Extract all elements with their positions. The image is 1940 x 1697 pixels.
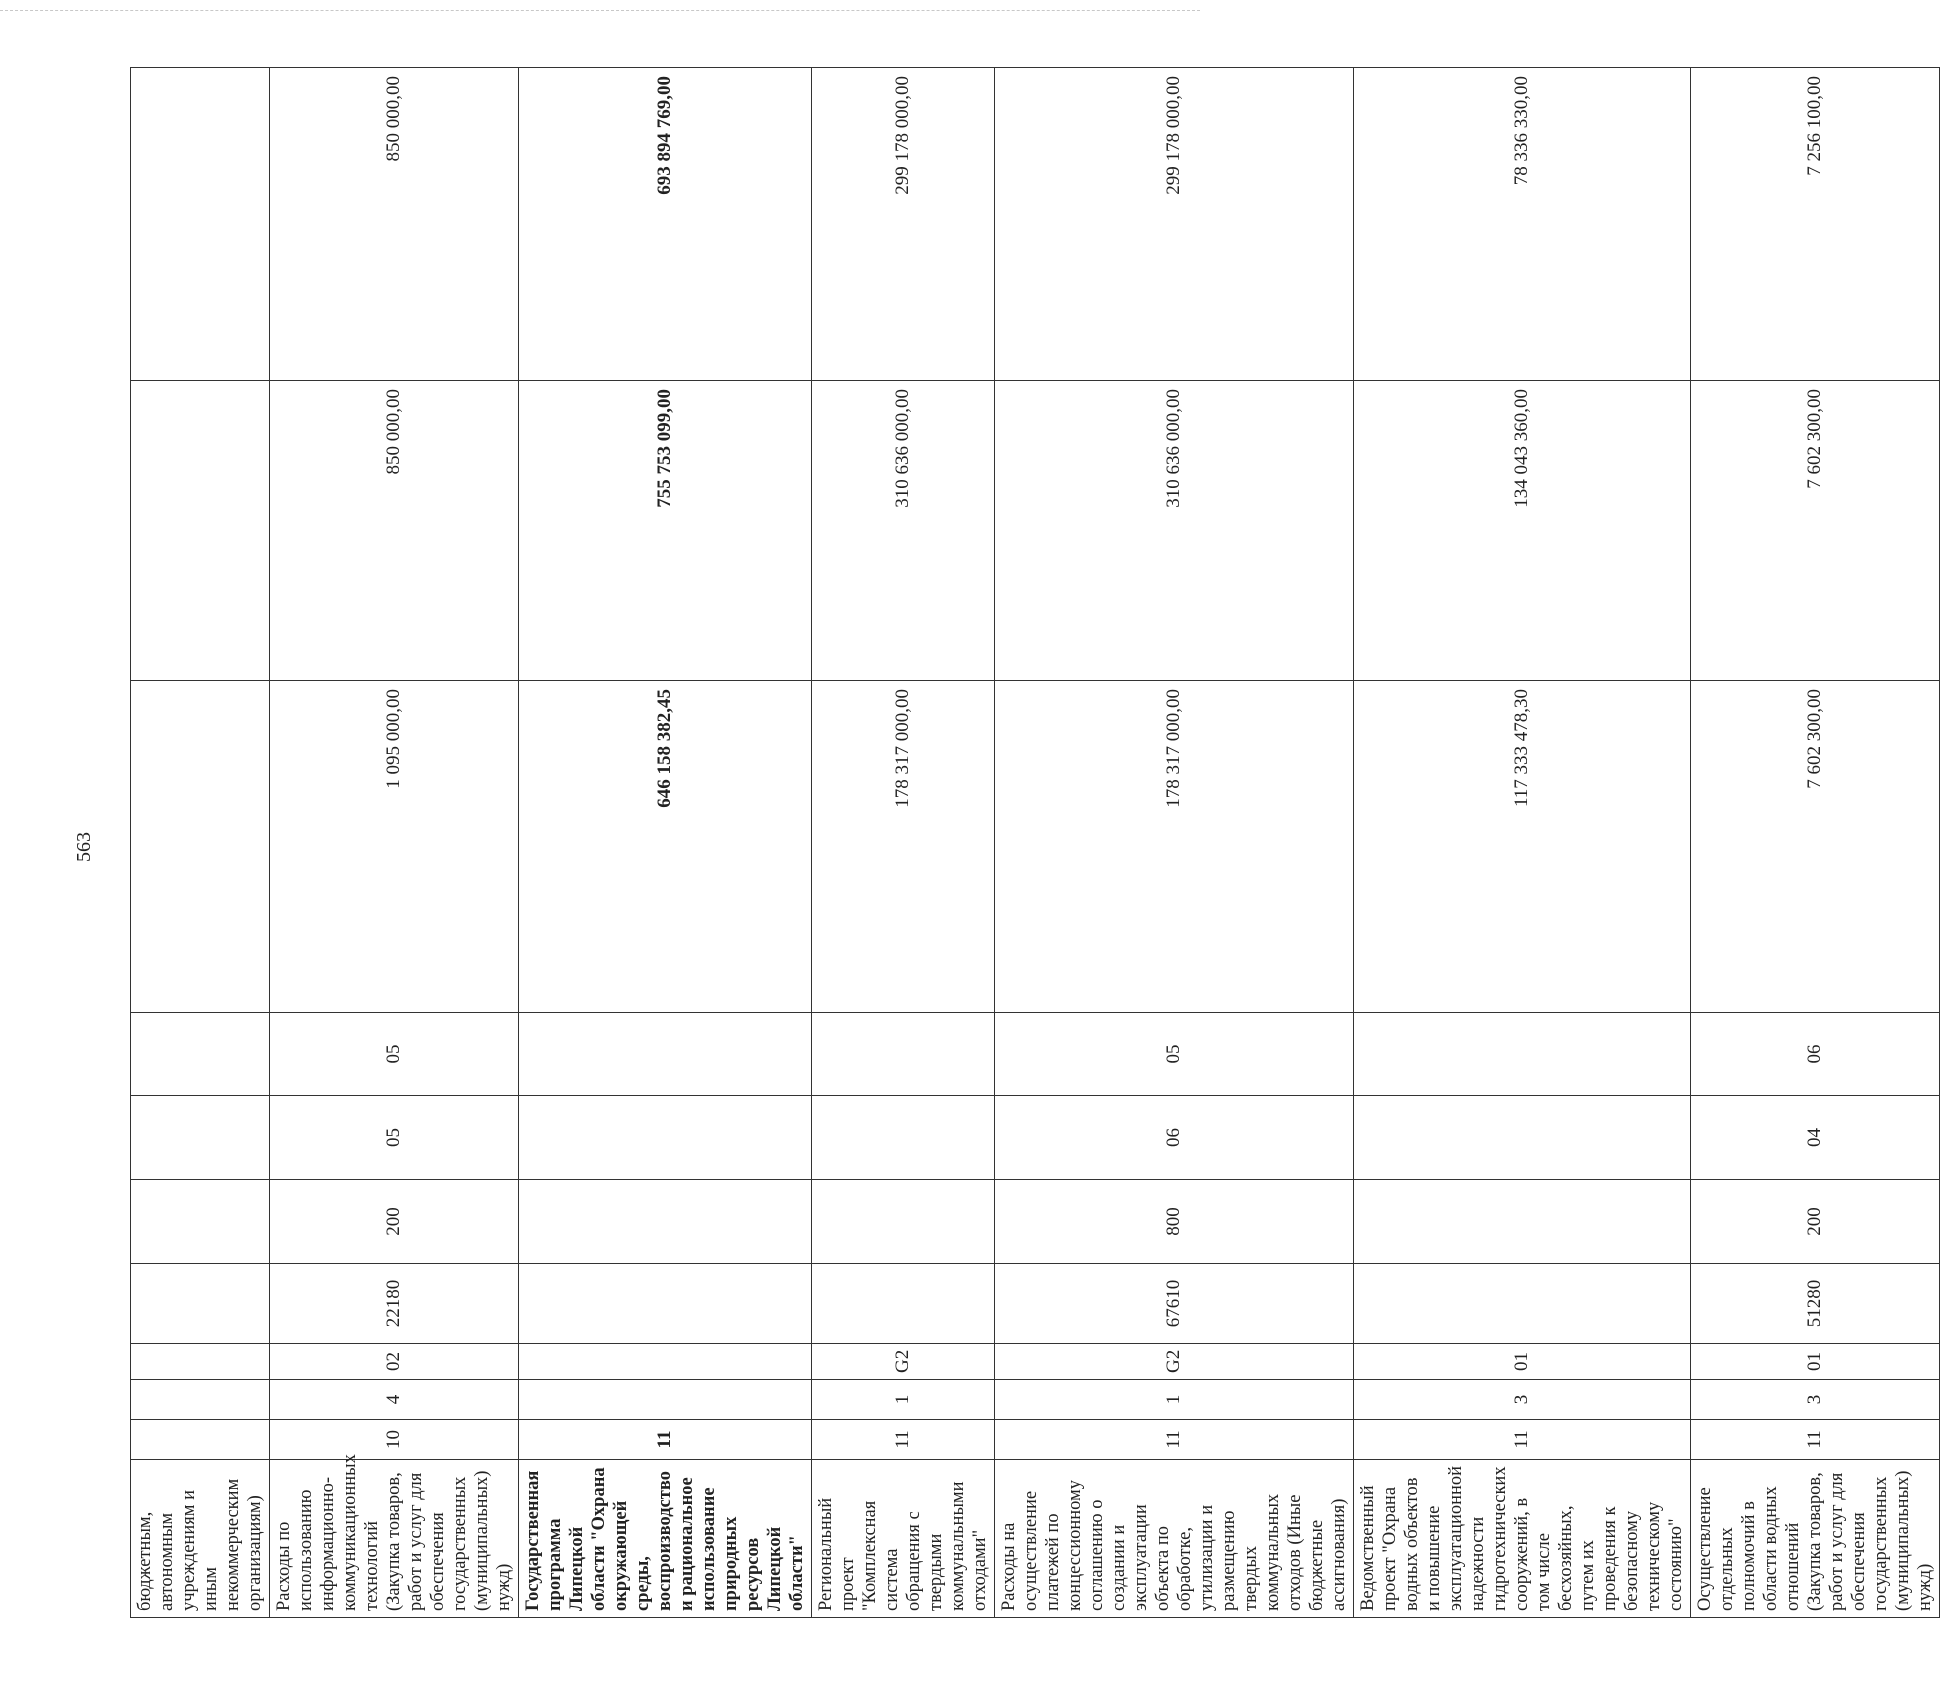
amount-year-3-cell: 78 336 330,00	[1354, 68, 1691, 381]
expense-type-cell: 200	[270, 1180, 519, 1264]
budget-table	[130, 67, 1940, 1618]
amount-year-3-cell: 7 256 100,00	[1691, 68, 1940, 381]
table-row	[131, 68, 270, 1618]
program-code-cell: 10	[270, 1420, 519, 1460]
amount-year-1-cell	[131, 681, 270, 1013]
expense-type-cell: 200	[1691, 1180, 1940, 1264]
program-code-cell: 11	[1354, 1420, 1691, 1460]
section-code-cell: 05	[270, 1096, 519, 1180]
direction-code-cell: G2	[995, 1344, 1354, 1380]
amount-year-1-cell: 178 317 000,00	[812, 681, 995, 1013]
section-code-cell	[1354, 1096, 1691, 1180]
subprogram-code-cell	[519, 1380, 812, 1420]
page-number: 563	[73, 832, 95, 862]
section-code-cell	[519, 1096, 812, 1180]
amount-year-2-cell: 755 753 099,00	[519, 381, 812, 681]
subsection-code-cell	[131, 1013, 270, 1096]
expense-type-cell: 800	[995, 1180, 1354, 1264]
direction-code-cell: G2	[812, 1344, 995, 1380]
section-code-cell: 04	[1691, 1096, 1940, 1180]
expense-type-cell	[812, 1180, 995, 1264]
amount-year-2-cell: 310 636 000,00	[995, 381, 1354, 681]
amount-year-1-cell: 7 602 300,00	[1691, 681, 1940, 1013]
table-row	[1691, 68, 1940, 1618]
direction-code-cell: 01	[1691, 1344, 1940, 1380]
amount-year-2-cell: 310 636 000,00	[812, 381, 995, 681]
section-code-cell	[131, 1096, 270, 1180]
expense-code-cell	[131, 1264, 270, 1344]
row-name-cell: Осуществление отдельных полномочий в области водных отношений (Закупка товаров, работ и услуг для обеспечения государственных (муниципальных) нужд)	[1691, 1460, 1940, 1618]
amount-year-1-cell: 178 317 000,00	[995, 681, 1354, 1013]
subprogram-code-cell: 3	[1691, 1380, 1940, 1420]
table-row	[812, 68, 995, 1618]
subprogram-code-cell	[131, 1380, 270, 1420]
subsection-code-cell: 05	[270, 1013, 519, 1096]
table-body	[131, 68, 1940, 1618]
table-row	[1354, 68, 1691, 1618]
expense-code-cell	[812, 1264, 995, 1344]
amount-year-3-cell: 850 000,00	[270, 68, 519, 381]
rotated-page-content	[130, 68, 1935, 1618]
program-code-cell: 11	[1691, 1420, 1940, 1460]
scan-edge-line	[0, 10, 1200, 11]
amount-year-2-cell	[131, 381, 270, 681]
amount-year-1-cell: 117 333 478,30	[1354, 681, 1691, 1013]
row-name-cell: бюджетным, автономным учреждениям и иным некоммерческим организациям)	[131, 1460, 270, 1618]
table-row	[270, 68, 519, 1618]
subsection-code-cell: 06	[1691, 1013, 1940, 1096]
direction-code-cell: 02	[270, 1344, 519, 1380]
expense-code-cell: 22180	[270, 1264, 519, 1344]
expense-code-cell	[519, 1264, 812, 1344]
row-name-cell: Расходы на осуществление платежей по концессионному соглашению о создании и эксплуатации объекта по обработке, утилизации и размещению твердых коммунальных отходов (Иные бюджетные ассигнования)	[995, 1460, 1354, 1618]
expense-type-cell	[1354, 1180, 1691, 1264]
section-code-cell	[812, 1096, 995, 1180]
amount-year-1-cell: 646 158 382,45	[519, 681, 812, 1013]
program-code-cell	[131, 1420, 270, 1460]
amount-year-3-cell: 693 894 769,00	[519, 68, 812, 381]
program-code-cell: 11	[995, 1420, 1354, 1460]
amount-year-3-cell: 299 178 000,00	[995, 68, 1354, 381]
table-row	[519, 68, 812, 1618]
subsection-code-cell: 05	[995, 1013, 1354, 1096]
subsection-code-cell	[519, 1013, 812, 1096]
subprogram-code-cell: 4	[270, 1380, 519, 1420]
row-name-cell: Расходы по использованию информационно-коммуникационных технологий (Закупка товаров, работ и услуг для обеспечения государственных (муниципальных) нужд)	[270, 1460, 519, 1618]
row-name-cell: Государственная программа Липецкой области "Охрана окружающей среды, воспроизводство и рациональное использование природных ресурсов Липецкой области"	[519, 1460, 812, 1618]
row-name-cell: Ведомственный проект "Охрана водных объектов и повышение эксплуатационной надежности гидротехнических сооружений, в том числе бесхозяйных, путем их проведения к безопасному техническому состоянию"	[1354, 1460, 1691, 1618]
expense-code-cell: 67610	[995, 1264, 1354, 1344]
amount-year-2-cell: 850 000,00	[270, 381, 519, 681]
subprogram-code-cell: 3	[1354, 1380, 1691, 1420]
table-row	[995, 68, 1354, 1618]
amount-year-1-cell: 1 095 000,00	[270, 681, 519, 1013]
expense-type-cell	[519, 1180, 812, 1264]
expense-type-cell	[131, 1180, 270, 1264]
subprogram-code-cell: 1	[812, 1380, 995, 1420]
subprogram-code-cell: 1	[995, 1380, 1354, 1420]
direction-code-cell	[131, 1344, 270, 1380]
subsection-code-cell	[1354, 1013, 1691, 1096]
section-code-cell: 06	[995, 1096, 1354, 1180]
expense-code-cell	[1354, 1264, 1691, 1344]
amount-year-3-cell	[131, 68, 270, 381]
direction-code-cell	[519, 1344, 812, 1380]
expense-code-cell: 51280	[1691, 1264, 1940, 1344]
subsection-code-cell	[812, 1013, 995, 1096]
row-name-cell: Региональный проект "Комплексная система обращения с твердыми коммунальными отходами"	[812, 1460, 995, 1618]
amount-year-3-cell: 299 178 000,00	[812, 68, 995, 381]
program-code-cell: 11	[812, 1420, 995, 1460]
program-code-cell: 11	[519, 1420, 812, 1460]
direction-code-cell: 01	[1354, 1344, 1691, 1380]
amount-year-2-cell: 134 043 360,00	[1354, 381, 1691, 681]
amount-year-2-cell: 7 602 300,00	[1691, 381, 1940, 681]
